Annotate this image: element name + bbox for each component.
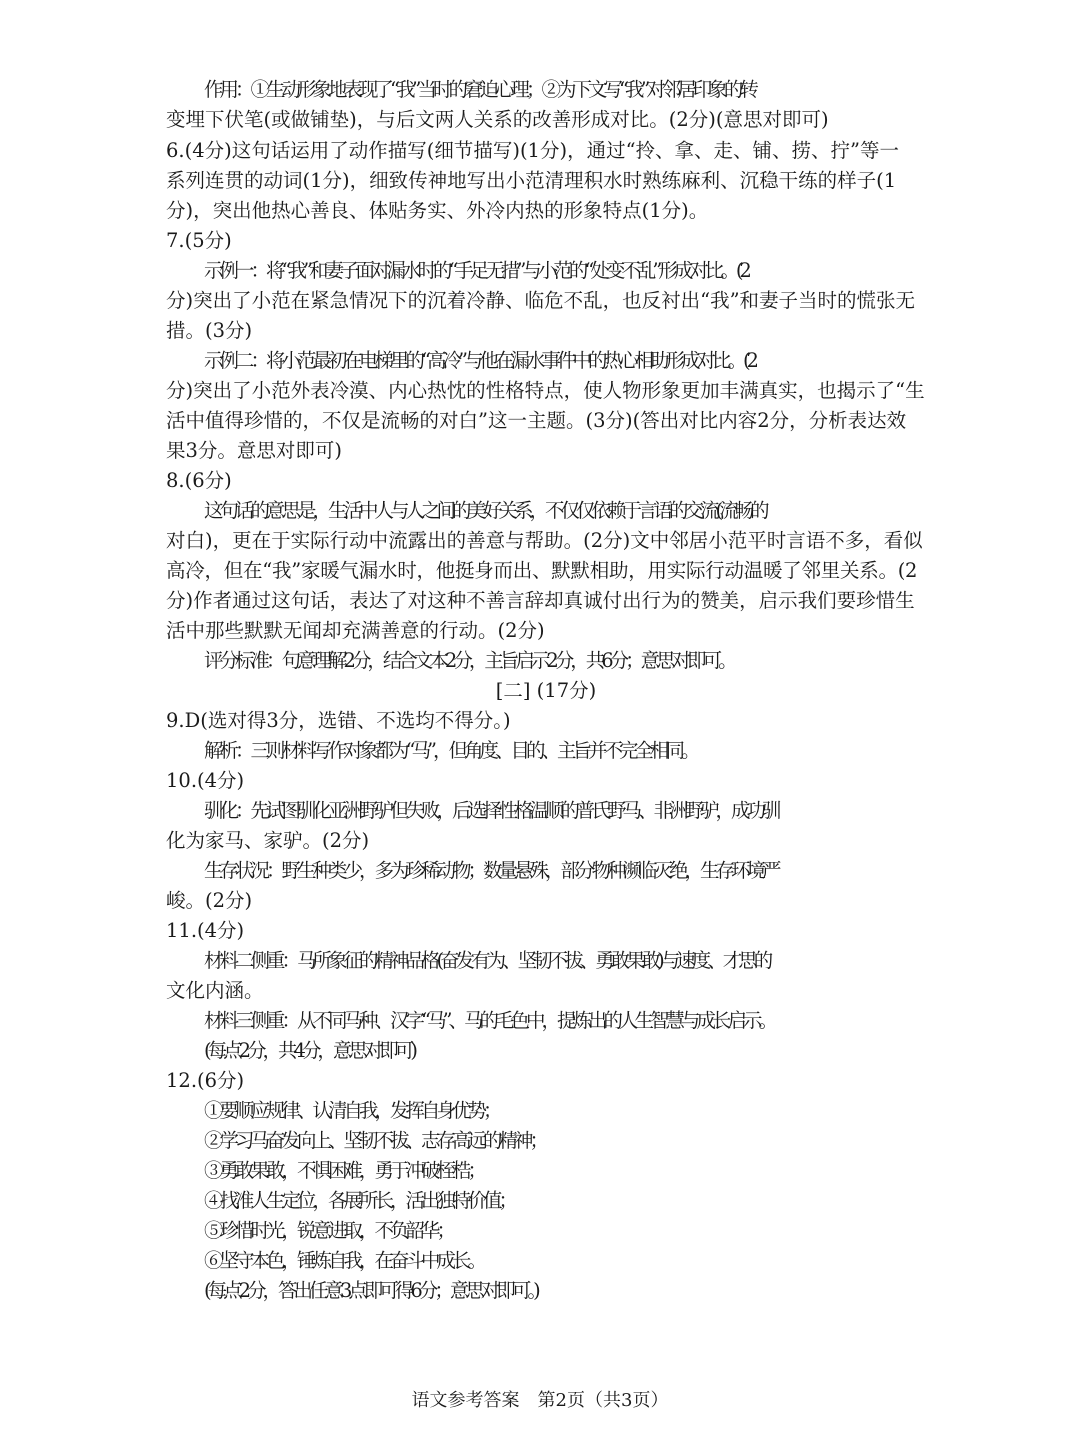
- text-line: 分)突出了小范外表冷漠、内心热忱的性格特点，使人物形象更加丰满真实，也揭示了“生: [166, 379, 925, 402]
- question-heading: 7.(5分): [166, 229, 232, 252]
- text-line: 活中值得珍惜的，不仅是流畅的对白”这一主题。(3分)(答出对比内容2分，分析表达效: [166, 409, 907, 432]
- text-line: 分)作者通过这句话，表达了对这种不善言辞却真诚付出行为的赞美，启示我们要珍惜生: [166, 589, 915, 612]
- list-item: ②学习马奋发向上、坚韧不拔、志存高远的精神；: [204, 1129, 546, 1152]
- text-line: 分)突出了小范在紧急情况下的沉着冷静、临危不乱，也反衬出“我”和妻子当时的慌张无: [166, 289, 916, 312]
- text-line: 驯化：先试图驯化亚洲野驴但失败，后选择性格温顺的普氏野马、非洲野驴，成功驯: [204, 799, 778, 822]
- text-line: 化为家马、家驴。(2分): [166, 829, 370, 852]
- text-line: 高冷，但在“我”家暖气漏水时，他挺身而出、默默相助，用实际行动温暖了邻里关系。(2: [166, 559, 918, 582]
- text-line: 活中那些默默无闻却充满善意的行动。(2分): [166, 619, 545, 642]
- text-line: 作用：①生动形象地表现了“我”当时的窘迫心理；②为下文写“我”对邻居印象的转: [204, 78, 755, 101]
- question-heading: 8.(6分): [166, 469, 232, 492]
- text-line: 变埋下伏笔(或做铺垫)，与后文两人关系的改善形成对比。(2分)(意思对即可): [166, 108, 829, 131]
- section-heading: [二] (17分): [495, 679, 597, 702]
- text-line: 系列连贯的动词(1分)，细致传神地写出小范清理积水时熟练麻利、沉稳干练的样子(1: [166, 169, 897, 192]
- text-line: (每点2分，答出任意3点即可得6分；意思对即可。): [204, 1279, 537, 1302]
- text-line: 分)，突出他热心善良、体贴务实、外冷内热的形象特点(1分)。: [166, 199, 709, 222]
- text-line: 峻。(2分): [166, 889, 253, 912]
- question-heading: 10.(4分): [166, 769, 245, 792]
- text-line: 材料三侧重：从不同马种、汉字“马”、马的毛色中，提炼出的人生智慧与成长启示。: [204, 1009, 774, 1032]
- text-line: 6.(4分)这句话运用了动作描写(细节描写)(1分)，通过“拎、拿、走、铺、捞、拧”等一: [166, 139, 900, 162]
- text-line: (每点2分，共4分，意思对即可): [204, 1039, 415, 1062]
- page-footer: 语文参考答案 第2页（共3页）: [411, 1390, 669, 1411]
- list-item: ①要顺应规律、认清自我，发挥自身优势；: [204, 1099, 499, 1122]
- question-heading: 11.(4分): [166, 919, 245, 942]
- text-line: 措。(3分): [166, 319, 253, 342]
- text-line: 对白)，更在于实际行动中流露出的善意与帮助。(2分)文中邻居小范平时言语不多，看似: [166, 529, 923, 552]
- question-heading: 12.(6分): [166, 1069, 245, 1092]
- list-item: ④找准人生定位，各展所长，活出独特价值；: [204, 1189, 515, 1212]
- text-line: 生存状况：野生种类少，多为珍稀动物；数量悬殊，部分物种濒临灭绝，生存环境严: [204, 859, 778, 882]
- question-heading: 9.D(选对得3分，选错、不选均不得分。): [166, 709, 511, 732]
- text-line: 果3分。意思对即可): [166, 439, 343, 462]
- text-line: 文化内涵。: [166, 979, 264, 1002]
- list-item: ③勇敢果敢，不惧困难，勇于冲破桎梏；: [204, 1159, 484, 1182]
- text-line: 评分标准：句意理解2分，结合文本2分，主旨启示2分，共6分；意思对即可。: [204, 649, 734, 672]
- list-item: ⑥坚守本色，锤炼自我，在奋斗中成长。: [204, 1249, 484, 1272]
- text-line: 示例二：将小范最初在电梯里的“高冷”与他在漏水事件中的热心相助形成对比。(2: [204, 349, 755, 372]
- text-line: 材料二侧重：马所象征的精神品格(奋发有为、坚韧不拔、勇敢果敢)与速度、才思的: [204, 949, 770, 972]
- list-item: ⑤珍惜时光，锐意进取，不负韶华；: [204, 1219, 453, 1242]
- text-line: 解析：三则材料写作对象都为“马”，但角度、目的、主旨并不完全相同。: [204, 739, 697, 762]
- text-line: 这句话的意思是，生活中人与人之间的美好关系，不仅仅依赖于言语的交流(流畅的: [204, 499, 766, 522]
- text-line: 示例一：将“我”和妻子面对漏水时的“手足无措”与小范的“处变不乱”形成对比。(2: [204, 259, 748, 282]
